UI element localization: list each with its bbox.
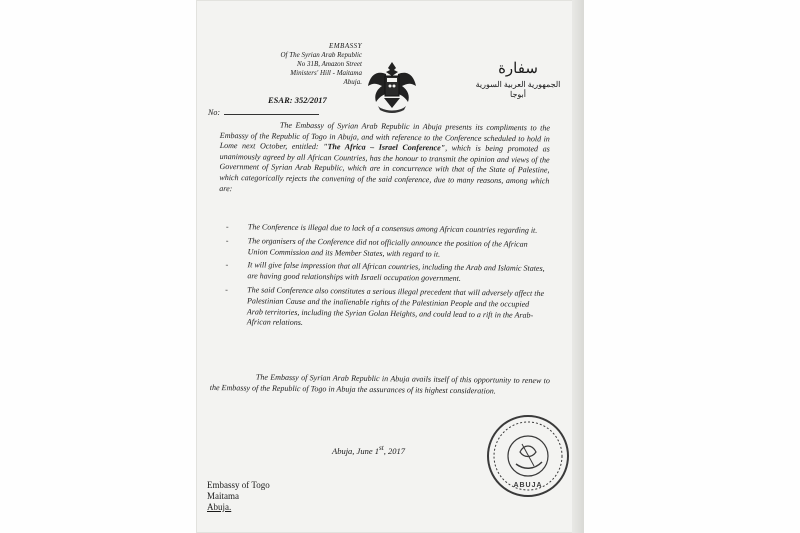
letterhead-address — [232, 42, 362, 87]
recipient-name: Embassy of Togo — [207, 480, 270, 490]
letterhead-embassy: EMBASSY — [328, 42, 362, 50]
list-item-text: The Conference is illegal due to lack of a consensus among African countries regarding it. — [247, 222, 538, 235]
date-ordinal: st — [378, 444, 384, 452]
bullet-dash: - — [225, 222, 229, 232]
intro-text: The Embassy of Syrian Arab Republic in Abuja presents its compliments to the Embassy of the Republic of Togo in Abuja, and with reference to the Conference scheduled to hold in Lome next October, entitled: — [219, 120, 550, 152]
closing-text: The Embassy of Syrian Arab Republic in Abuja avails itself of this opportunity to renew to the Embassy of the Republic of Togo in Abuja the assurances of its highest consideration. — [209, 372, 550, 396]
eagle-emblem-icon — [366, 56, 418, 116]
list-item-text: It will give false impression that all African countries, including the Arab and Islamic States, are having good relationships with Israeli occupation government. — [247, 260, 545, 284]
arabic-country: الجمهورية العربية السورية — [475, 80, 561, 89]
intro-continuation: , which is being promoted as unanimously agreed by all African Countries, has the honour to transmit the opinion and views of the Government of Syrian Arab Republic, which are in concurrence with that of the State of Palestine, which categorically rejects the convening of the said conference, due to many reasons, among which are: — [219, 143, 550, 193]
number-rule — [224, 114, 319, 115]
recipient-city: Abuja. — [207, 502, 232, 512]
list-item — [226, 236, 546, 262]
paper-shadow-edge — [572, 0, 584, 533]
letter-body — [219, 120, 550, 198]
number-field — [208, 108, 338, 117]
arabic-embassy-subtitle — [474, 80, 562, 100]
embassy-stamp-icon — [486, 414, 570, 498]
conference-title: "The Africa – Israel Conference" — [323, 142, 446, 153]
recipient-address — [207, 480, 270, 513]
letterhead-street: No 31B, Amazon Street — [297, 60, 362, 68]
stamp-city-label: ABUJA — [513, 482, 543, 489]
reasons-list — [225, 222, 546, 335]
closing-paragraph — [210, 372, 550, 397]
recipient-district: Maitama — [207, 491, 239, 501]
bullet-dash: - — [225, 284, 228, 295]
number-label: No: — [208, 108, 220, 117]
letter-date — [332, 444, 405, 456]
date-prefix: Abuja, June 1 — [332, 445, 379, 456]
list-item-text: The organisers of the Conference did not officially announce the position of the African Union Commission and its Member States, with regard to it. — [247, 236, 528, 259]
letterhead-city: Abuja. — [343, 78, 362, 86]
list-item — [225, 285, 546, 332]
list-item-text: The said Conference also constitutes a serious illegal precedent that will adversely affect the Palestinian Cause and the inalienable rights of the Palestinian People and the occupied Arab territories, including the Syrian Golan Heights, and could lead to a rift in the Arab-African relations. — [246, 285, 545, 328]
list-item — [225, 260, 545, 286]
arabic-city: أبوجا — [510, 90, 526, 99]
letterhead-district: Ministers' Hill - Maitama — [290, 69, 362, 77]
intro-paragraph — [219, 120, 550, 198]
bullet-dash: - — [225, 235, 229, 245]
date-year: , 2017 — [383, 445, 405, 456]
letterhead-country: Of The Syrian Arab Republic — [280, 51, 362, 59]
bullet-dash: - — [225, 260, 229, 270]
arabic-embassy-title: سفارة — [498, 61, 538, 77]
reference-number: ESAR: 352/2017 — [268, 95, 327, 105]
